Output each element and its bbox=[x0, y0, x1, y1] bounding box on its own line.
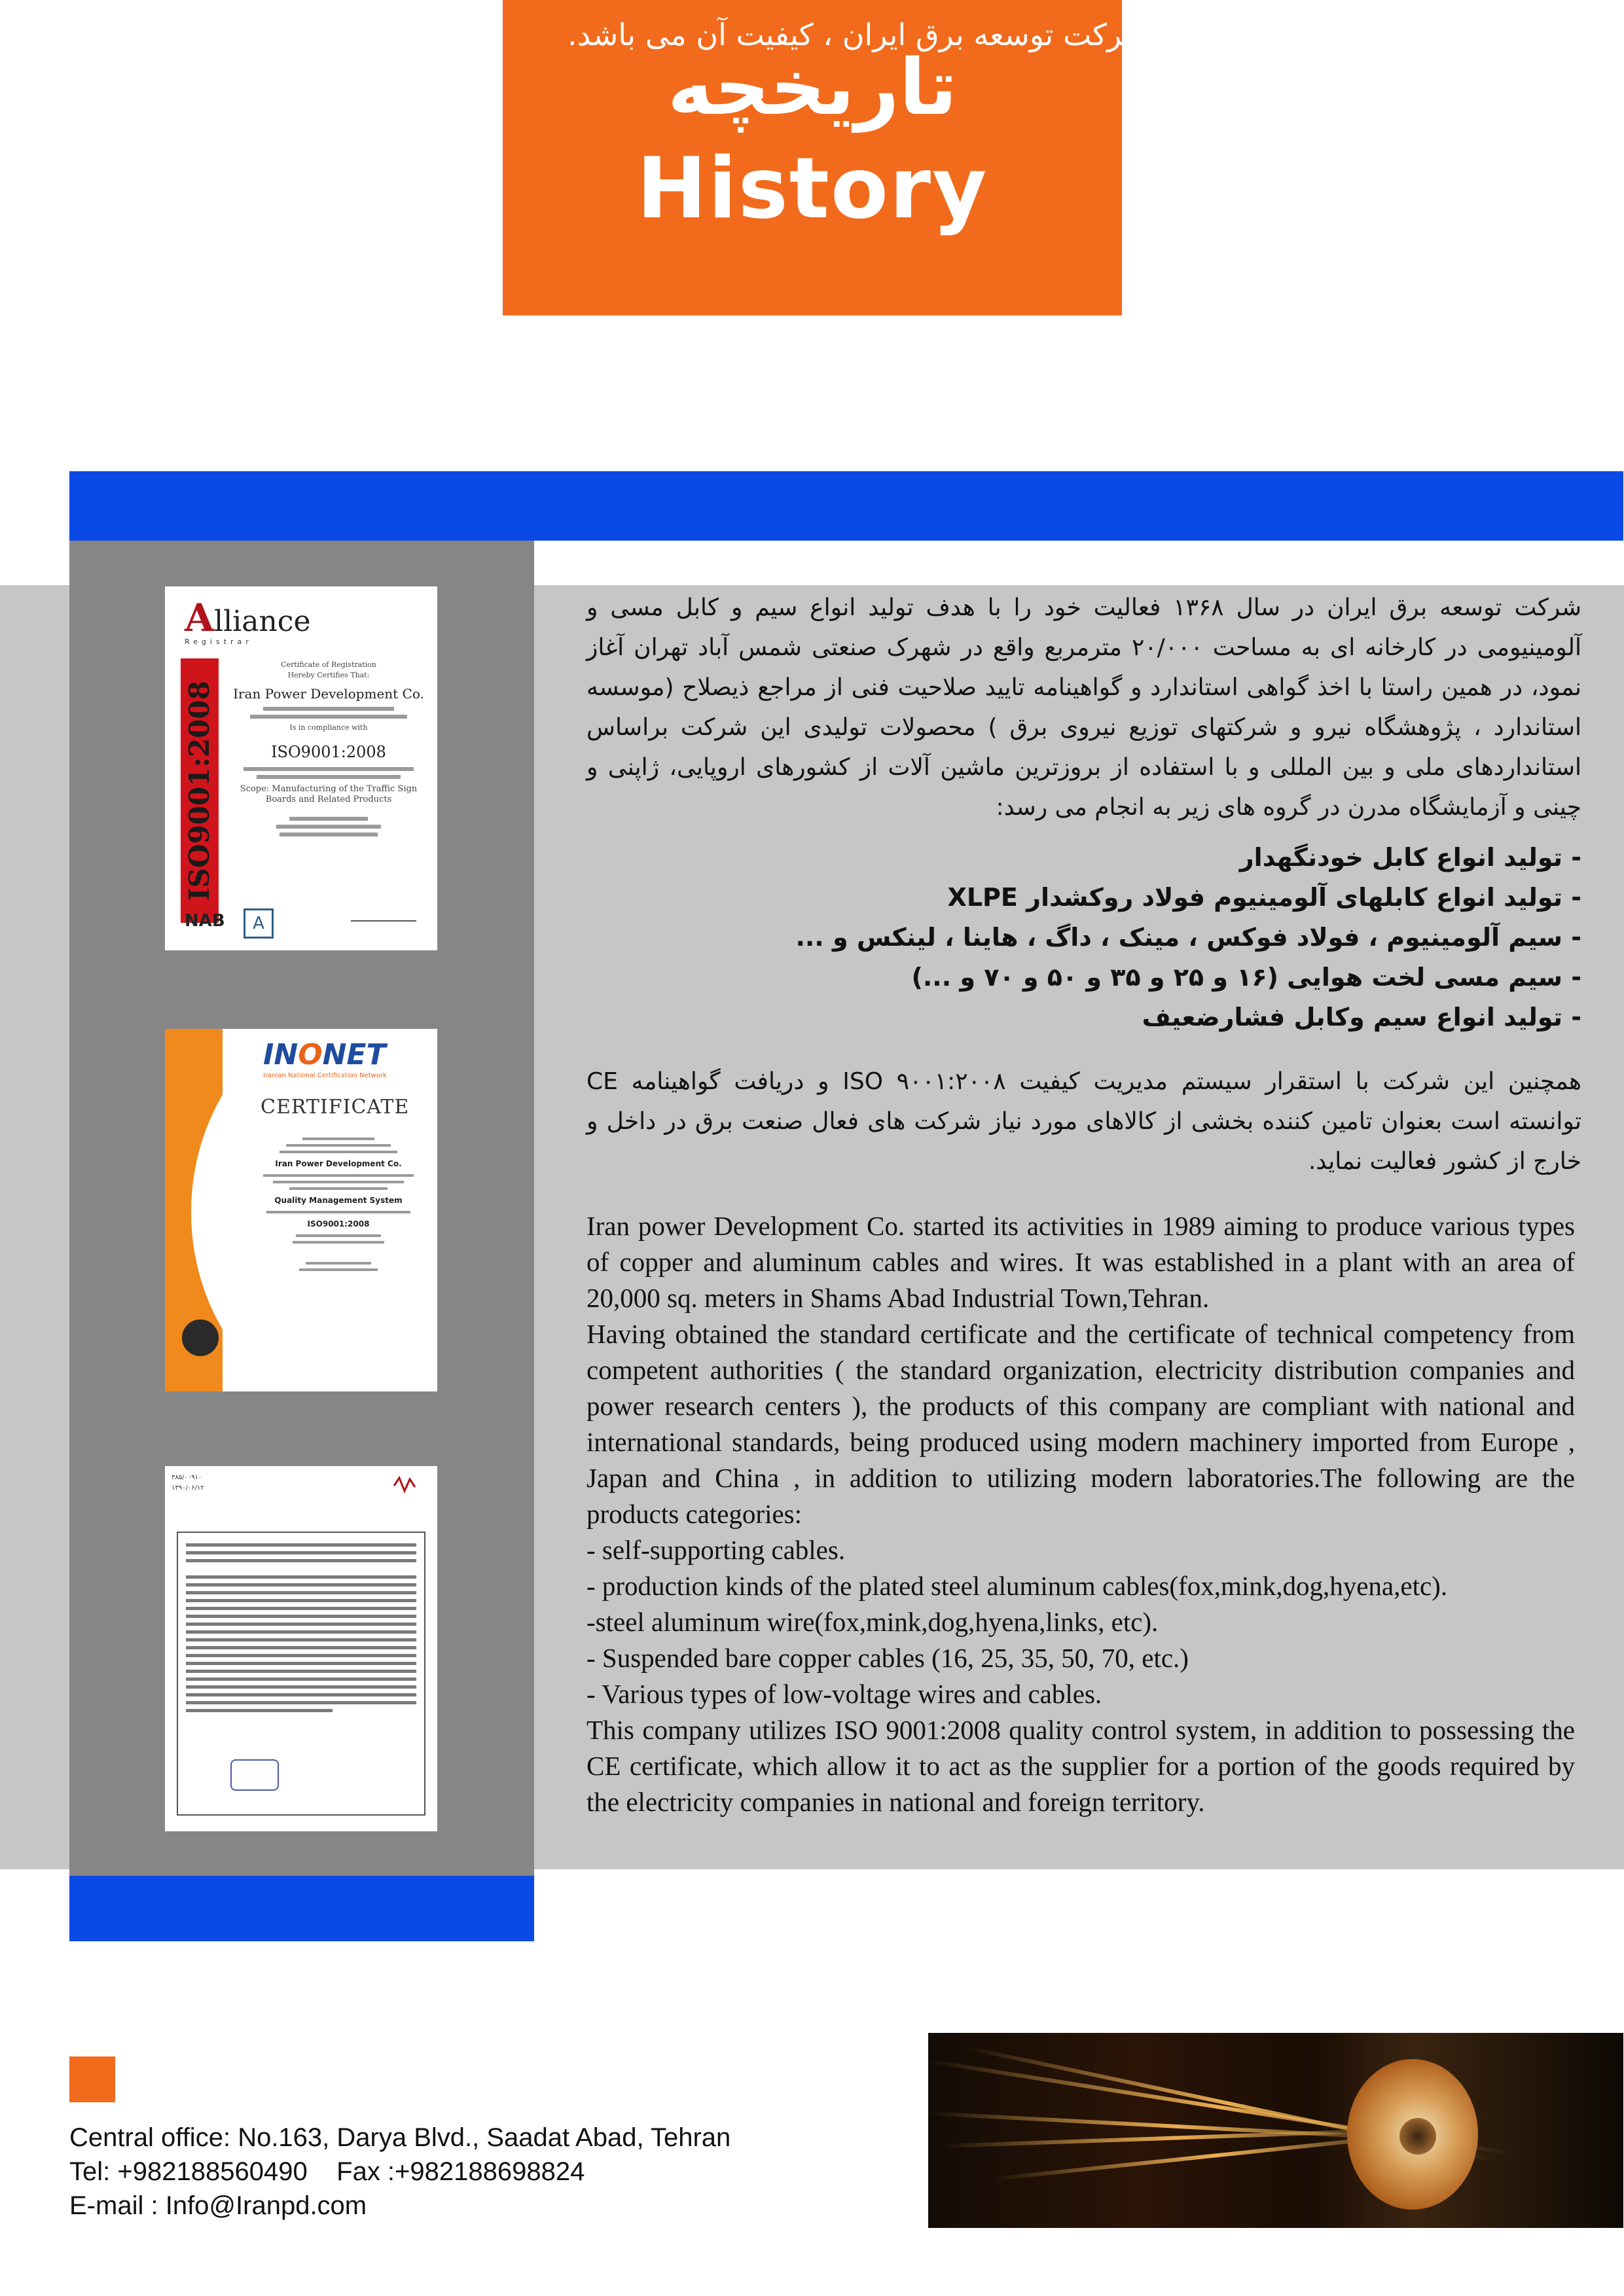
signature bbox=[351, 894, 416, 922]
list-item: - production kinds of the plated steel aluminum cables(fox,mink,dog,hyena,etc). bbox=[586, 1571, 1448, 1601]
email-line: E-mail : Info@Iranpd.com bbox=[69, 2191, 367, 2220]
tagline-text: مهمترین مشخصه محصولات تولیدی شرکت توسعه برق ایران ، کیفیت آن می باشد. bbox=[567, 17, 1600, 52]
certificate-inonet bbox=[165, 1029, 437, 1391]
column-footer-bar bbox=[69, 1876, 534, 1941]
registrar-label: Registrar bbox=[185, 637, 253, 646]
list-item: - Suspended bare copper cables (16, 25, 35, 50, 70, etc.) bbox=[586, 1643, 1189, 1673]
phone-fax: Tel: +982188560490 Fax :+982188698824 bbox=[69, 2157, 585, 2186]
persian-intro: شرکت توسعه برق ایران در سال ۱۳۶۸ فعالیت خود را با هدف تولید انواع سیم و کابل مسی و آلومینیومی در کارخانه ای به مساحت ۲۰/۰۰۰ مترمربع واقع در شهرک صنعتی شمس آباد تهران آغاز نمود، در همین راستا با اخذ گواهی استاندارد و گواهینامه تایید صلاحیت فنی از مراجع ذیصلاح (موسسه استاندارد ، پژوهشگاه نیرو و شرکتهای توزیع نیروی برق ) محصولات تولیدی این شرکت براساس استانداردهای ملی و بین المللی و با استفاده از بروزترین ماشین آلات از کشورهای اروپایی، ژاپنی و چینی و آزمایشگاه مدرن در گروه های زیر به انجام می رسد: bbox=[586, 594, 1581, 821]
certificate-title: CERTIFICATE bbox=[261, 1096, 410, 1119]
paragraph: Iran power Development Co. started its activities in 1989 aiming to produce various types of copper and aluminum cables and wires. It was established in a plant with an area of 20,000 sq. meters in Shams Abad Industrial Town,Tehran. bbox=[586, 1211, 1575, 1313]
tel-value[interactable]: +982188560490 bbox=[117, 2157, 308, 2186]
persian-product-list bbox=[586, 838, 1581, 1037]
page-title-persian: تاریخچه bbox=[667, 42, 958, 132]
iso-strip-label: ISO9001:2008 bbox=[183, 681, 215, 901]
cable-spool-photo bbox=[928, 2033, 1623, 2228]
alliance-logo: Alliance bbox=[185, 596, 311, 640]
inonet-logo: INONET bbox=[263, 1038, 386, 1071]
certificate-letter bbox=[165, 1466, 437, 1831]
certificate-alliance bbox=[165, 586, 437, 950]
nab-logo: NAB bbox=[185, 911, 225, 931]
tagline-banner bbox=[69, 471, 1623, 541]
certificate-body: Iran Power Development Co. Quality Management System ISO9001:2008 bbox=[257, 1134, 420, 1275]
spool-hub bbox=[1399, 2118, 1436, 2155]
page-title: History bbox=[636, 140, 988, 238]
contact-info bbox=[69, 2121, 731, 2223]
list-item: - Various types of low-voltage wires and cables. bbox=[586, 1679, 1102, 1709]
list-item: - سیم مسی لخت هوایی (۱۶ و ۲۵ و ۳۵ و ۵۰ و ۷۰ و ...) bbox=[586, 958, 1581, 997]
list-item: - سیم آلومینیوم ، فولاد فوکس ، مینک ، داگ ، هاینا ، لینکس و ... bbox=[586, 918, 1581, 958]
email-link[interactable]: Info@Iranpd.com bbox=[165, 2191, 367, 2220]
list-item: - تولید انواع کابل خودنگهدار bbox=[586, 838, 1581, 878]
letter-reference: ۳۸۵/۰۰۹۱۰ ۱۳۹۰/۰۶/۱۲ bbox=[171, 1474, 204, 1492]
stamp bbox=[230, 1759, 279, 1791]
list-item: - self-supporting cables. bbox=[586, 1535, 846, 1565]
list-item: -steel aluminum wire(fox,mink,dog,hyena,links, etc). bbox=[586, 1607, 1159, 1637]
persian-closing: همچنین این شرکت با استقرار سیستم مدیریت کیفیت ISO ۹۰۰۱:۲۰۰۸ و دریافت گواهینامه CE توانسته است بعنوان تامین کننده بخشی از کالاهای مورد نیاز شرکت های فعال صنعت برق در داخل و خارج از کشور فعالیت نماید. bbox=[586, 1068, 1581, 1175]
list-item: - تولید انواع سیم وکابل فشارضعیف bbox=[586, 997, 1581, 1037]
paragraph: Having obtained the standard certificate and the certificate of technical competency from competent authorities ( the standard organization, electricity distribution companies and power research centers ), the products of this company are compliant with national and international standards, being produced using modern machinery imported from Europe , Japan and China , in addition to utilizing modern laboratories.The following are the products categories: bbox=[586, 1319, 1575, 1529]
certificate-body: Certificate of Registration Hereby Certifies That: Iran Power Development Co. Is in compliance with ISO9001:2008 Scope: Manufacturing of the Traffic Sign Boards and Related Products bbox=[230, 660, 427, 840]
accreditation-icon: A bbox=[244, 908, 274, 939]
inonet-tagline: Iranian National Certification Network bbox=[263, 1072, 387, 1079]
accent-square bbox=[69, 2056, 115, 2102]
paragraph: This company utilizes ISO 9001:2008 quality control system, in addition to possessing the CE certificate, which allow it to act as the supplier for a portion of the goods required by the electricity companies in national and foreign territory. bbox=[586, 1715, 1575, 1817]
letter-body bbox=[177, 1532, 425, 1816]
letterhead-logo-icon bbox=[391, 1473, 418, 1499]
english-history bbox=[586, 1208, 1575, 1820]
seal-icon bbox=[179, 1317, 221, 1359]
fax-value: +982188698824 bbox=[395, 2157, 585, 2186]
office-address: Central office: No.163, Darya Blvd., Saadat Abad, Tehran bbox=[69, 2123, 731, 2152]
list-item: - تولید انواع کابلهای آلومینیوم فولاد روکشدار XLPE bbox=[586, 878, 1581, 918]
